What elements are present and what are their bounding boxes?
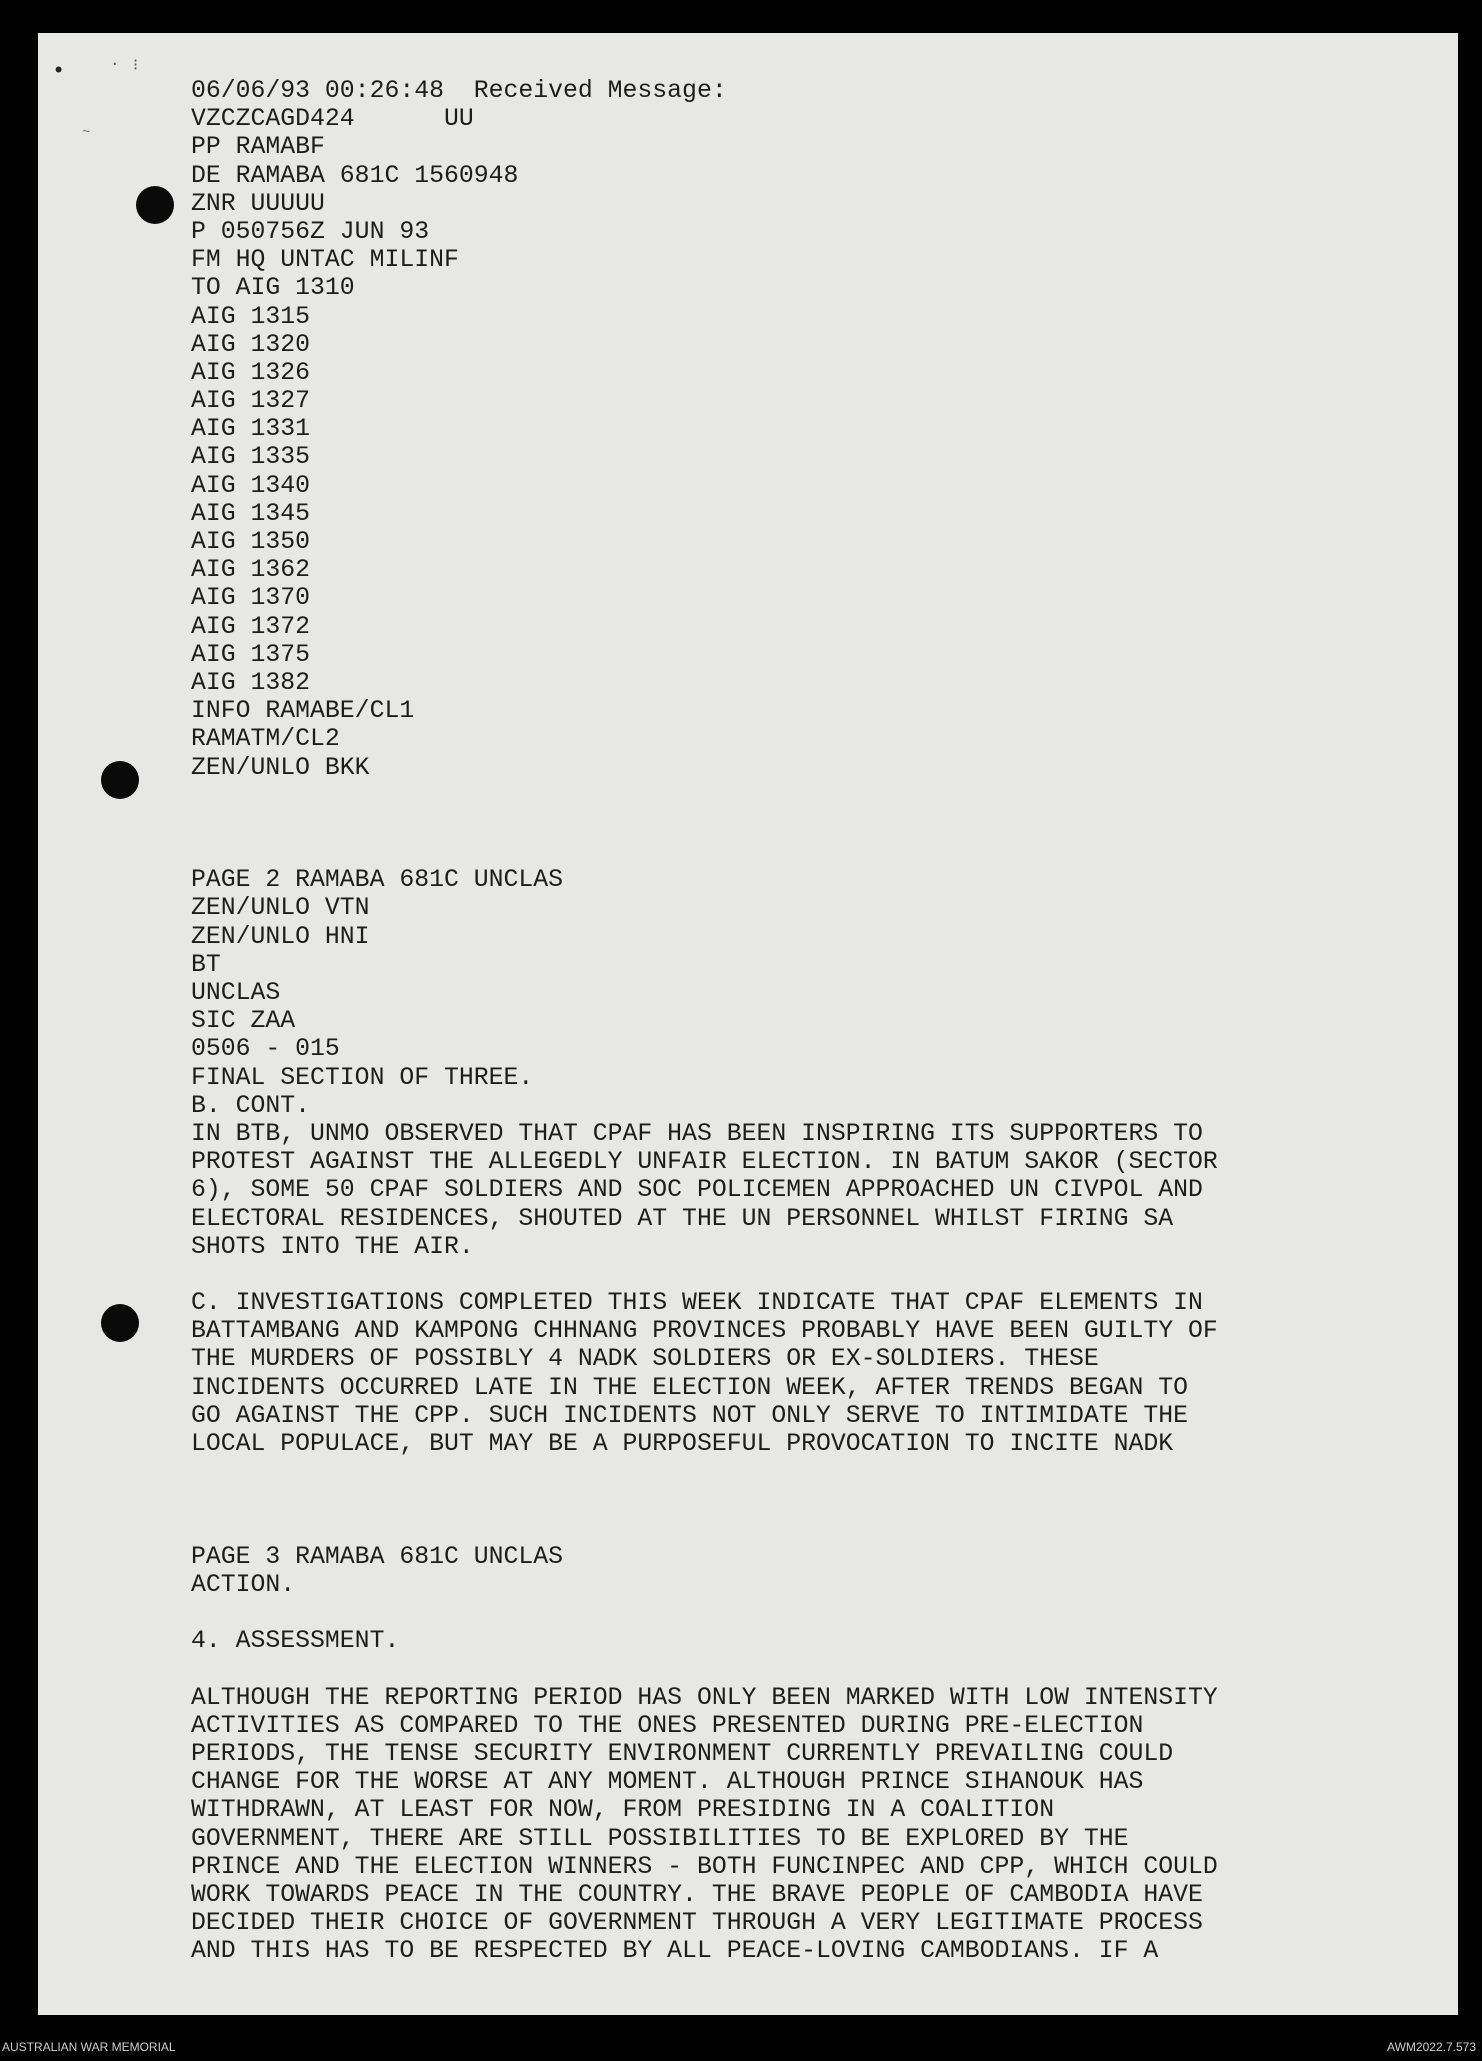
text-line: IN BTB, UNMO OBSERVED THAT CPAF HAS BEEN INSPIRING ITS SUPPORTERS TO <box>191 1119 1203 1148</box>
text-line: 6), SOME 50 CPAF SOLDIERS AND SOC POLICEMEN APPROACHED UN CIVPOL AND <box>191 1176 1203 1205</box>
text-line <box>191 810 1451 838</box>
text-line: AIG 1350 <box>191 528 311 556</box>
text-line: AIG 1327 <box>191 387 311 416</box>
text-line: AIG 1340 <box>191 471 311 500</box>
text-line: SHOTS INTO THE AIR. <box>191 1232 474 1261</box>
paper-speck: ⁝ <box>133 57 139 75</box>
text-line: BATTAMBANG AND KAMPONG CHHNANG PROVINCES PROBABLY HAVE BEEN GUILTY OF <box>191 1317 1218 1346</box>
text-line <box>191 838 1451 866</box>
text-line: ELECTORAL RESIDENCES, SHOUTED AT THE UN PERSONNEL WHILST FIRING SA <box>191 1204 1174 1233</box>
text-line: CHANGE FOR THE WORSE AT ANY MOMENT. ALTHOUGH PRINCE SIHANOUK HAS <box>191 1768 1144 1797</box>
text-line: RAMATM/CL2 <box>191 725 340 754</box>
document-page <box>38 33 1458 2015</box>
text-line: PRINCE AND THE ELECTION WINNERS - BOTH FUNCINPEC AND CPP, WHICH COULD <box>191 1852 1218 1881</box>
text-line: BT <box>191 950 221 979</box>
text-line <box>191 1458 1451 1486</box>
text-line: ZEN/UNLO HNI <box>191 922 370 951</box>
text-line: TO AIG 1310 <box>191 274 355 303</box>
text-line: WORK TOWARDS PEACE IN THE COUNTRY. THE BRAVE PEOPLE OF CAMBODIA HAVE <box>191 1881 1203 1909</box>
text-line: AIG 1370 <box>191 584 311 613</box>
text-line: VZCZCAGD424 UU <box>191 105 474 134</box>
text-line: SIC ZAA <box>191 1007 296 1036</box>
text-line: PERIODS, THE TENSE SECURITY ENVIRONMENT CURRENTLY PREVAILING COULD <box>191 1740 1174 1769</box>
text-line: THE MURDERS OF POSSIBLY 4 NADK SOLDIERS OR EX-SOLDIERS. THESE <box>191 1345 1099 1374</box>
text-line: PAGE 2 RAMABA 681C UNCLAS <box>191 866 564 895</box>
text-line: ZEN/UNLO VTN <box>191 894 370 923</box>
text-line: AIG 1320 <box>191 330 311 359</box>
text-line: AIG 1326 <box>191 358 311 387</box>
text-line: C. INVESTIGATIONS COMPLETED THIS WEEK INDICATE THAT CPAF ELEMENTS IN <box>191 1289 1203 1318</box>
text-line: B. CONT. <box>191 1091 311 1120</box>
text-line: AIG 1362 <box>191 556 311 585</box>
text-line: 06/06/93 00:26:48 Received Message: <box>191 77 727 105</box>
text-line <box>191 1656 1451 1684</box>
text-line: ACTIVITIES AS COMPARED TO THE ONES PRESENTED DURING PRE-ELECTION <box>191 1711 1144 1740</box>
text-line: AIG 1335 <box>191 443 311 472</box>
text-line: INFO RAMABE/CL1 <box>191 697 415 726</box>
paper-speck: · <box>110 55 120 73</box>
text-line: ALTHOUGH THE REPORTING PERIOD HAS ONLY BEEN MARKED WITH LOW INTENSITY <box>191 1683 1218 1712</box>
archive-reference: AWM2022.7.573 <box>1387 2040 1476 2054</box>
text-line: AIG 1315 <box>191 302 311 331</box>
text-line: P 050756Z JUN 93 <box>191 217 430 246</box>
archive-label: AUSTRALIAN WAR MEMORIAL <box>2 2040 176 2054</box>
paper-speck: • <box>52 59 66 84</box>
text-line: ZEN/UNLO BKK <box>191 753 370 782</box>
text-line: 0506 - 015 <box>191 1035 340 1064</box>
text-line: PROTEST AGAINST THE ALLEGEDLY UNFAIR ELECTION. IN BATUM SAKOR (SECTOR <box>191 1148 1218 1177</box>
text-line <box>191 1261 1451 1289</box>
text-line: DE RAMABA 681C 1560948 <box>191 161 519 190</box>
text-line: PAGE 3 RAMABA 681C UNCLAS <box>191 1542 564 1571</box>
punch-hole-2 <box>101 761 139 799</box>
text-line: AIG 1345 <box>191 499 311 528</box>
text-line: LOCAL POPULACE, BUT MAY BE A PURPOSEFUL PROVOCATION TO INCITE NADK <box>191 1430 1174 1458</box>
text-line: AIG 1382 <box>191 668 311 697</box>
text-line: FM HQ UNTAC MILINF <box>191 246 459 275</box>
text-line: UNCLAS <box>191 979 281 1007</box>
punch-hole-3 <box>101 1304 139 1342</box>
paper-speck: ~ <box>82 125 91 141</box>
text-line <box>191 1515 1451 1543</box>
text-line: DECIDED THEIR CHOICE OF GOVERNMENT THROUGH A VERY LEGITIMATE PROCESS <box>191 1909 1203 1938</box>
punch-hole-1 <box>136 186 174 224</box>
text-line <box>191 1486 1451 1514</box>
text-line: AIG 1372 <box>191 612 311 641</box>
text-line: AIG 1375 <box>191 640 311 669</box>
text-line: AIG 1331 <box>191 415 311 444</box>
text-line: PP RAMABF <box>191 133 325 162</box>
text-line: AND THIS HAS TO BE RESPECTED BY ALL PEACE-LOVING CAMBODIANS. IF A <box>191 1937 1159 1966</box>
text-line: GOVERNMENT, THERE ARE STILL POSSIBILITIES TO BE EXPLORED BY THE <box>191 1824 1129 1853</box>
message-text <box>191 77 1451 1966</box>
text-line <box>191 1599 1451 1627</box>
text-line: ZNR UUUUU <box>191 189 325 218</box>
text-line <box>191 782 1451 810</box>
text-line: FINAL SECTION OF THREE. <box>191 1063 534 1092</box>
text-line: ACTION. <box>191 1570 296 1599</box>
text-line: 4. ASSESSMENT. <box>191 1627 400 1656</box>
text-line: GO AGAINST THE CPP. SUCH INCIDENTS NOT ONLY SERVE TO INTIMIDATE THE <box>191 1401 1188 1430</box>
text-line: WITHDRAWN, AT LEAST FOR NOW, FROM PRESIDING IN A COALITION <box>191 1796 1055 1825</box>
text-line: INCIDENTS OCCURRED LATE IN THE ELECTION WEEK, AFTER TRENDS BEGAN TO <box>191 1373 1188 1402</box>
